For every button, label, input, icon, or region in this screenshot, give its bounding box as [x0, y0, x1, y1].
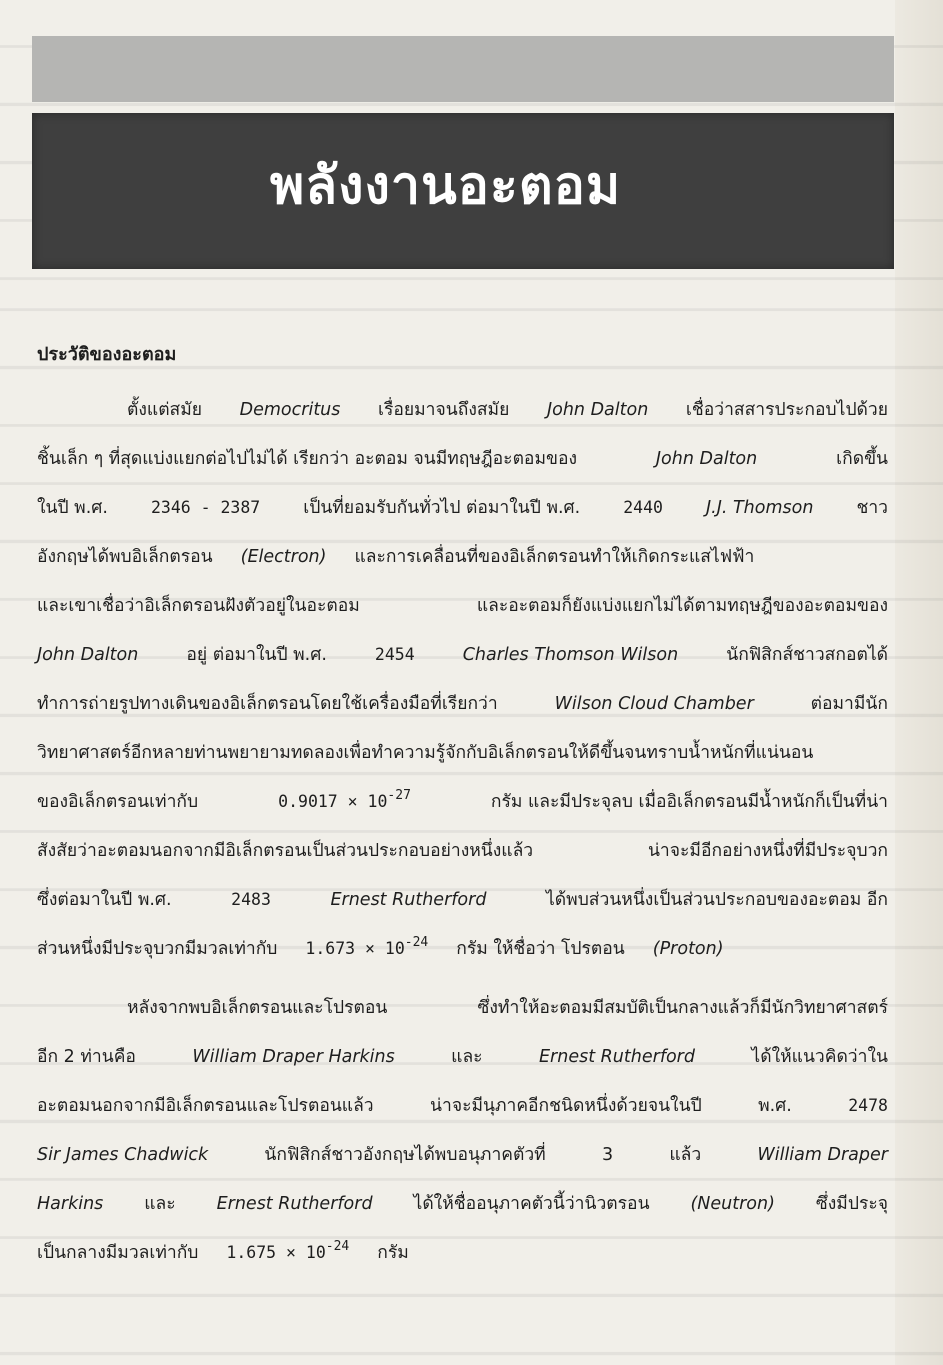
text-segment: $0.9017 \times 10^{-27}$: [278, 788, 411, 811]
text-segment: แล้ว: [669, 1145, 702, 1165]
text-line: [37, 496, 888, 520]
text-segment: และการเคลื่อนที่ของอิเล็กตรอนทำให้เกิดกระแสไฟฟ้า: [354, 547, 755, 567]
text-segment: พ.ศ.: [758, 1096, 792, 1116]
page-title: พลังงานอะตอม: [270, 156, 622, 216]
text-line: [37, 643, 888, 667]
text-segment: Charles Thomson Wilson: [462, 645, 679, 665]
exponent: -24: [404, 935, 429, 950]
text-segment: J.J. Thomson: [705, 498, 814, 518]
text-segment: $1.673 \times 10^{-24}$: [305, 935, 429, 958]
text-segment: Ernest Rutherford: [216, 1194, 373, 1214]
text-segment: ชิ้นเล็ก ๆ ที่สุดแบ่งแยกต่อไปไม่ได้ เรียกว่า อะตอม จนมีทฤษฎีอะตอมของ: [37, 449, 577, 469]
text-segment: John Dalton: [546, 400, 649, 420]
text-segment: ซึ่งทำให้อะตอมมีสมบัติเป็นกลางแล้วก็มีนักวิทยาศาสตร์: [477, 998, 888, 1018]
text-line: [37, 741, 888, 765]
text-segment: ซึ่งมีประจุ: [815, 1194, 888, 1214]
header-band: [32, 36, 894, 102]
text-line: [127, 996, 888, 1020]
text-segment: William Draper Harkins: [192, 1047, 395, 1067]
text-segment: น่าจะมีอีกอย่างหนึ่งที่มีประจุบวก: [647, 841, 888, 861]
text-segment: กรัม ให้ชื่อว่า โปรตอน: [456, 939, 625, 959]
text-segment: อยู่ ต่อมาในปี พ.ศ.: [186, 645, 327, 665]
text-segment: (Neutron): [690, 1194, 775, 1214]
text-segment: Harkins: [37, 1194, 104, 1214]
text-segment: John Dalton: [37, 645, 139, 665]
text-segment: ตั้งแต่สมัย: [127, 400, 203, 420]
text-segment: 3: [601, 1145, 614, 1165]
text-segment: William Draper: [757, 1145, 888, 1165]
text-line: [37, 888, 888, 912]
exponent: -24: [325, 1239, 350, 1254]
text-segment: หลังจากพบอิเล็กตรอนและโปรตอน: [127, 998, 388, 1018]
text-segment: 2454: [374, 645, 415, 664]
text-segment: กรัม: [377, 1243, 409, 1263]
text-segment: และอะตอมก็ยังแบ่งแยกไม่ได้ตามทฤษฎีของอะตอมของ: [476, 596, 888, 616]
text-line: [37, 790, 888, 816]
text-segment: กรัม และมีประจุลบ เมื่ออิเล็กตรอนมีน้ำหนักก็เป็นที่น่า: [490, 792, 888, 812]
text-segment: Sir James Chadwick: [37, 1145, 209, 1165]
text-segment: และเขาเชื่อว่าอิเล็กตรอนฝังตัวอยู่ในอะตอม: [37, 596, 360, 616]
text-segment: น่าจะมีนุภาคอีกชนิดหนึ่งด้วยจนในปี: [430, 1096, 702, 1116]
exponent: -27: [387, 788, 411, 803]
text-segment: 2346 - 2387: [150, 498, 261, 517]
text-segment: ซึ่งต่อมาในปี พ.ศ.: [37, 890, 172, 910]
text-line: [37, 1094, 888, 1118]
page-edge-shadow: [895, 0, 943, 1365]
text-segment: Ernest Rutherford: [539, 1047, 695, 1067]
text-segment: เชื่อว่าสสารประกอบไปด้วย: [685, 400, 888, 420]
text-segment: ชาว: [856, 498, 888, 518]
text-segment: และ: [144, 1194, 176, 1214]
text-segment: ได้พบส่วนหนึ่งเป็นส่วนประกอบของอะตอม อีก: [546, 890, 888, 910]
text-segment: (Proton): [652, 939, 724, 959]
text-line: [37, 1192, 888, 1216]
text-segment: อะตอมนอกจากมีอิเล็กตรอนและโปรตอนแล้ว: [37, 1096, 374, 1116]
text-segment: นักฟิสิกส์ชาวสกอตได้: [726, 645, 888, 665]
text-line: [127, 398, 888, 422]
text-line: [37, 594, 888, 618]
text-segment: Wilson Cloud Chamber: [554, 694, 754, 714]
text-segment: $1.675 \times 10^{-24}$: [226, 1239, 350, 1262]
text-segment: Ernest Rutherford: [330, 890, 487, 910]
text-segment: ได้ให้ชื่ออนุภาคตัวนี้ว่านิวตรอน: [413, 1194, 650, 1214]
text-line: [37, 1241, 888, 1267]
text-segment: เกิดขึ้น: [836, 449, 888, 469]
section-heading: ประวัติของอะตอม: [37, 344, 177, 365]
text-segment: 2440: [623, 498, 663, 517]
text-segment: ส่วนหนึ่งมีประจุบวกมีมวลเท่ากับ: [37, 939, 278, 959]
text-segment: เป็นกลางมีมวลเท่ากับ: [37, 1243, 199, 1263]
text-segment: (Electron): [240, 547, 327, 567]
text-segment: เป็นที่ยอมรับกันทั่วไป ต่อมาในปี พ.ศ.: [303, 498, 581, 518]
text-segment: John Dalton: [655, 449, 758, 469]
text-segment: อีก 2 ท่านคือ: [37, 1047, 136, 1067]
text-segment: อังกฤษได้พบอิเล็กตรอน: [37, 547, 213, 567]
text-line: [37, 1045, 888, 1069]
text-segment: วิทยาศาสตร์อีกหลายท่านพยายามทดลองเพื่อทำความรู้จักกับอิเล็กตรอนให้ดีขึ้นจนทราบน้ำหนักที่แน่นอน: [37, 743, 814, 763]
text-line: [37, 545, 888, 569]
text-segment: ต่อมามีนัก: [810, 694, 888, 714]
text-segment: ได้ให้แนวคิดว่าใน: [751, 1047, 888, 1067]
text-line: [37, 1143, 888, 1167]
text-segment: 2483: [231, 890, 271, 909]
text-line: [37, 692, 888, 716]
text-line: [37, 447, 888, 471]
text-segment: ทำการถ่ายรูปทางเดินของอิเล็กตรอนโดยใช้เครื่องมือที่เรียกว่า: [37, 694, 498, 714]
text-segment: และ: [451, 1047, 483, 1067]
text-line: [37, 937, 888, 963]
text-segment: ในปี พ.ศ.: [37, 498, 108, 518]
text-line: [37, 839, 888, 863]
text-segment: สังสัยว่าอะตอมนอกจากมีอิเล็กตรอนเป็นส่วนประกอบอย่างหนึ่งแล้ว: [37, 841, 534, 861]
text-segment: Democritus: [239, 400, 341, 420]
text-segment: 2478: [848, 1096, 888, 1115]
text-segment: นักฟิสิกส์ชาวอังกฤษได้พบอนุภาคตัวที่: [264, 1145, 546, 1165]
text-segment: เรื่อยมาจนถึงสมัย: [378, 400, 510, 420]
text-segment: ของอิเล็กตรอนเท่ากับ: [37, 792, 199, 812]
